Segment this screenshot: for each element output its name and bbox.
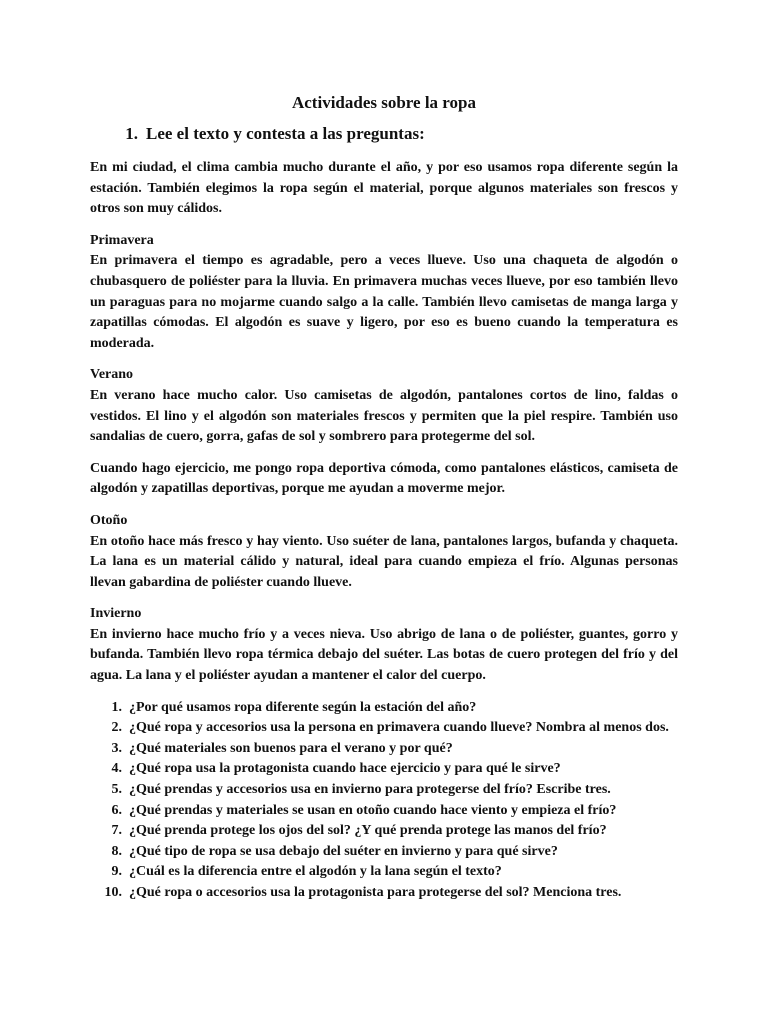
activity-heading <box>90 124 678 144</box>
section-otono <box>90 511 678 593</box>
question-number: 4. <box>111 761 122 777</box>
question-item <box>90 718 678 739</box>
activity-number: 1. <box>125 124 138 143</box>
question-number: 8. <box>111 843 122 859</box>
section-heading: Verano <box>90 367 134 383</box>
questions-list <box>90 698 678 904</box>
question-number: 7. <box>111 823 122 839</box>
question-item <box>90 862 678 883</box>
question-text: ¿Qué prenda protege los ojos del sol? ¿Y qué prenda protege las manos del frío? <box>129 823 607 839</box>
question-item <box>90 759 678 780</box>
section-heading: Otoño <box>90 512 128 528</box>
question-number: 2. <box>111 720 122 736</box>
question-number: 6. <box>111 802 122 818</box>
question-item <box>90 801 678 822</box>
question-item <box>90 821 678 842</box>
question-text: ¿Qué ropa usa la protagonista cuando hace ejercicio y para qué le sirve? <box>129 761 561 777</box>
section-text: En verano hace mucho calor. Uso camisetas de algodón, pantalones cortos de lino, faldas o vestidos. El lino y el algodón son materiales frescos y permiten que la piel respire. También uso sandalias de cuero, gorra, gafas de sol y sombrero para protegerme del sol. <box>90 387 678 445</box>
question-number: 9. <box>111 864 122 880</box>
question-number: 1. <box>111 699 122 715</box>
question-text: ¿Qué ropa y accesorios usa la persona en primavera cuando llueve? Nombra al menos dos. <box>129 720 669 736</box>
question-text: ¿Por qué usamos ropa diferente según la estación del año? <box>129 699 477 715</box>
section-verano <box>90 365 678 447</box>
section-primavera <box>90 231 678 355</box>
question-text: ¿Qué materiales son buenos para el verano y por qué? <box>129 740 453 756</box>
question-text: ¿Qué prendas y materiales se usan en otoño cuando hace viento y empieza el frío? <box>129 802 617 818</box>
question-item <box>90 780 678 801</box>
intro-paragraph: En mi ciudad, el clima cambia mucho durante el año, y por eso usamos ropa diferente según la estación. También elegimos la ropa según el material, porque algunos materiales son frescos y otros son muy cálidos. <box>90 160 678 217</box>
section-heading: Invierno <box>90 606 142 622</box>
section-invierno <box>90 604 678 686</box>
question-text: ¿Cuál es la diferencia entre el algodón y la lana según el texto? <box>129 864 502 880</box>
activity-label: Lee el texto y contesta a las preguntas: <box>146 124 425 143</box>
question-text: ¿Qué tipo de ropa se usa debajo del suéter en invierno y para qué sirve? <box>129 843 558 859</box>
question-item <box>90 739 678 760</box>
question-item <box>90 883 678 904</box>
question-number: 5. <box>111 782 122 798</box>
question-item <box>90 842 678 863</box>
section-text: En invierno hace mucho frío y a veces nieva. Uso abrigo de lana o de poliéster, guantes, gorro y bufanda. También llevo ropa térmica debajo del suéter. Las botas de cuero protegen del frío y del agua. La lana y el poliéster ayudan a mantener el calor del cuerpo. <box>90 626 678 684</box>
question-text: ¿Qué ropa o accesorios usa la protagonista para protegerse del sol? Menciona tres. <box>129 885 622 900</box>
section-text: En primavera el tiempo es agradable, pero a veces llueve. Uso una chaqueta de algodón o chubasquero de poliéster para la lluvia. En primavera muchas veces llueve, por eso también llevo un paraguas para no mojarme cuando salgo a la calle. También llevo camisetas de manga larga y zapatillas cómodas. El algodón es suave y ligero, por eso es bueno cuando la temperatura es moderada. <box>90 253 678 351</box>
section-text: En otoño hace más fresco y hay viento. Uso suéter de lana, pantalones largos, bufanda y chaqueta. La lana es un material cálido y natural, ideal para cuando empieza el frío. Algunas personas llevan gabardina de poliéster cuando llueve. <box>90 533 678 590</box>
document-title: Actividades sobre la ropa <box>291 93 477 112</box>
question-text: ¿Qué prendas y accesorios usa en invierno para protegerse del frío? Escribe tres. <box>129 782 611 798</box>
section-heading: Primavera <box>90 232 154 248</box>
question-number: 3. <box>111 740 122 756</box>
question-item <box>90 698 678 719</box>
question-number: 10. <box>104 885 122 900</box>
exercise-paragraph: Cuando hago ejercicio, me pongo ropa deportiva cómoda, como pantalones elásticos, camiseta de algodón y zapatillas deportivas, porque me ayudan a moverme mejor. <box>90 460 678 497</box>
